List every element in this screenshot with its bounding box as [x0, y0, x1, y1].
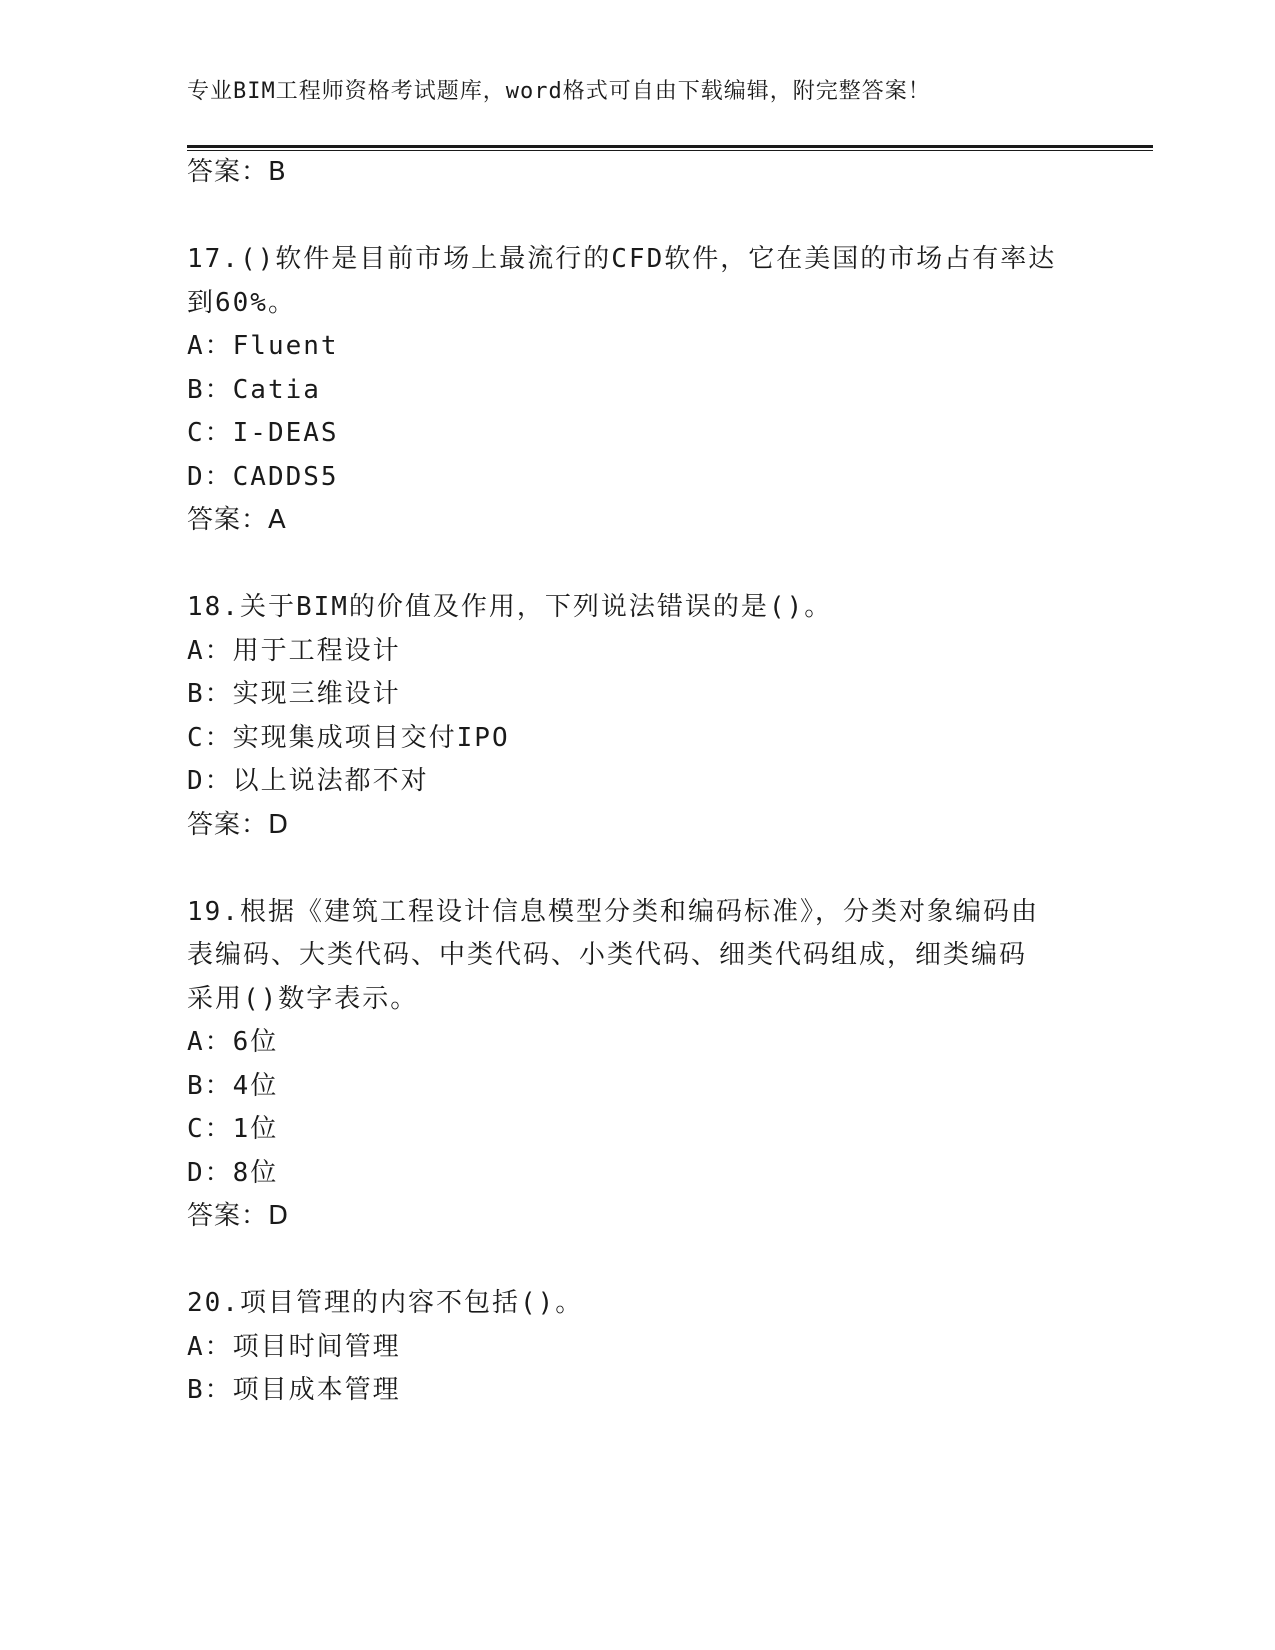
- question-17-answer: 答案：A: [187, 505, 287, 535]
- question-17-option-c: C：I-DEAS: [187, 418, 339, 448]
- question-18-option-d: D：以上说法都不对: [187, 766, 429, 796]
- question-19-option-d: D：8位: [187, 1158, 279, 1188]
- question-19-stem-line-2: 表编码、大类代码、中类代码、小类代码、细类代码组成，细类编码: [187, 940, 1028, 970]
- question-19-option-c: C：1位: [187, 1114, 279, 1144]
- question-20-stem-line-1: 20.项目管理的内容不包括()。: [187, 1288, 584, 1318]
- question-19-stem-line-3: 采用()数字表示。: [187, 984, 419, 1014]
- question-18-option-c: C：实现集成项目交付IPO: [187, 723, 510, 753]
- question-17-option-a: A：Fluent: [187, 331, 339, 361]
- question-17-option-b: B：Catia: [187, 375, 321, 405]
- header-divider-thin: [187, 150, 1153, 151]
- question-20-option-a: A：项目时间管理: [187, 1332, 401, 1362]
- question-17-stem-line-2: 到60%。: [187, 288, 296, 318]
- question-19-option-a: A：6位: [187, 1027, 279, 1057]
- question-19-option-b: B：4位: [187, 1071, 279, 1101]
- question-19-answer: 答案：D: [187, 1201, 290, 1231]
- question-18-option-a: A：用于工程设计: [187, 636, 401, 666]
- question-20-option-b: B：项目成本管理: [187, 1375, 401, 1405]
- question-19-stem-line-1: 19.根据《建筑工程设计信息模型分类和编码标准》，分类对象编码由: [187, 897, 1039, 927]
- question-17-option-d: D：CADDS5: [187, 462, 339, 492]
- question-17-stem-line-1: 17.()软件是目前市场上最流行的CFD软件，它在美国的市场占有率达: [187, 244, 1057, 274]
- page-header: 专业BIM工程师资格考试题库，word格式可自由下载编辑，附完整答案！: [187, 79, 931, 104]
- question-18-option-b: B：实现三维设计: [187, 679, 401, 709]
- question-18-answer: 答案：D: [187, 810, 290, 840]
- header-divider: [187, 145, 1153, 148]
- previous-answer: 答案：B: [187, 157, 287, 187]
- question-18-stem-line-1: 18.关于BIM的价值及作用，下列说法错误的是()。: [187, 592, 833, 622]
